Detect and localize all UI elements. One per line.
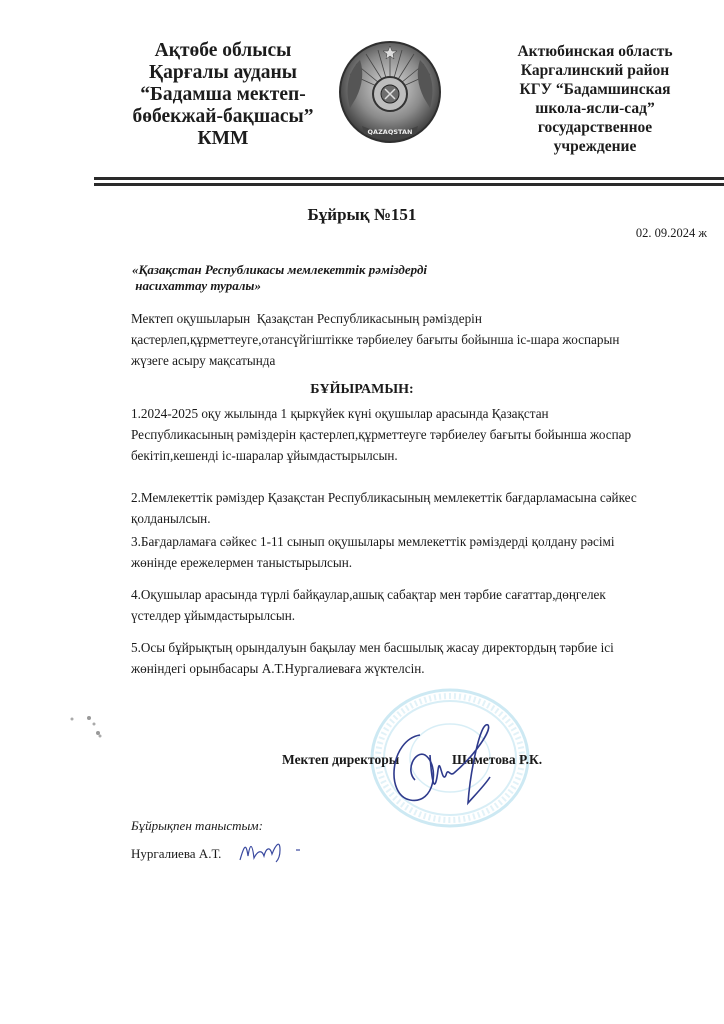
director-label: Мектеп директоры — [282, 752, 400, 767]
header-divider-bottom — [94, 183, 724, 186]
header-line: КГУ “Бадамшинская — [519, 81, 671, 98]
intro-line: қастерлеп,құрметтеуге,отансүйгіштікке тәрбиелеу бағыты бойынша іс-шара жоспарын — [131, 332, 620, 347]
decree-heading: БҰЙЫРАМЫН: — [310, 382, 414, 397]
intro-paragraph — [131, 308, 701, 371]
item-line: жөнінде ережелермен таныстырылсын. — [131, 555, 353, 570]
item-line: 3.Бағдарламаға сәйкес 1-11 сынып оқушылары мемлекеттік рәміздерді қолдану рәсімі — [131, 534, 615, 549]
subject-line: насихаттау туралы» — [132, 278, 261, 293]
intro-line: Мектеп оқушыларын Қазақстан Республикасының рәміздерін — [131, 311, 482, 326]
header-line: Актюбинская область — [517, 43, 673, 60]
order-item — [131, 487, 701, 529]
subject-line: «Қазақстан Республикасы мемлекеттік рәміздерді — [132, 262, 428, 277]
order-date: 02. 09.2024 ж — [635, 226, 707, 240]
header-line: Каргалинский район — [520, 62, 670, 79]
item-line: 1.2024-2025 оқу жылында 1 қыркүйек күні оқушылар арасында Қазақстан — [131, 406, 549, 421]
header-divider-top — [94, 177, 724, 180]
state-emblem-icon — [336, 38, 444, 150]
director-signature-icon — [380, 715, 543, 815]
item-line: 5.Осы бұйрықтың орындалуын бақылау мен басшылық жасау директордың тәрбие ісі — [131, 640, 614, 655]
scan-artifact — [60, 695, 140, 755]
item-line: бекітіп,кешенді іс-шаралар ұйымдастырылсын. — [131, 448, 398, 463]
header-kazakh-org-name — [128, 40, 318, 150]
header-line: государственное — [537, 119, 653, 136]
item-line: үстелдер ұйымдастырылсын. — [131, 608, 296, 623]
order-item — [131, 637, 701, 679]
order-item — [131, 584, 701, 626]
acknowledgement-label: Бұйрықпен таныстым: — [131, 818, 263, 833]
item-line: қолданылсын. — [131, 511, 211, 526]
header-line: Ақтөбе облысы — [154, 40, 292, 61]
director-name: Шаметова Р.К. — [452, 752, 543, 767]
svg-text:QAZAQSTAN: QAZAQSTAN — [367, 128, 413, 136]
header-line: школа-ясли-сад” — [535, 100, 655, 117]
item-line: 2.Мемлекеттік рәміздер Қазақстан Республикасының мемлекеттік бағдарламасына сәйкес — [131, 490, 637, 505]
header-russian-org-name — [495, 42, 695, 156]
header-line: “Бадамша мектеп- — [140, 84, 306, 105]
acknowledgement-name: Нургалиева А.Т. — [131, 846, 222, 861]
item-line: Республикасының рәміздерін қастерлеп,құрметтеуге тәрбиелеу бағыты бойынша жоспар — [131, 427, 632, 442]
order-subject — [132, 262, 427, 294]
item-line: 4.Оқушылар арасында түрлі байқаулар,ашық сабақтар мен тәрбие сағаттар,дөңгелек — [131, 587, 606, 602]
acknowledgement-signature-icon — [236, 836, 316, 866]
header-line: КММ — [197, 128, 249, 149]
header-line: Қарғалы ауданы — [149, 62, 297, 83]
order-item — [131, 531, 701, 573]
header-line: учреждение — [553, 138, 637, 155]
order-title: Бұйрық №151 — [307, 205, 417, 224]
item-line: жөніндегі орынбасары А.Т.Нургалиеваға жүктелсін. — [131, 661, 425, 676]
order-item — [131, 403, 701, 466]
header-line: бөбекжай-бақшасы” — [132, 106, 314, 127]
intro-line: жүзеге асыру мақсатында — [131, 353, 276, 368]
